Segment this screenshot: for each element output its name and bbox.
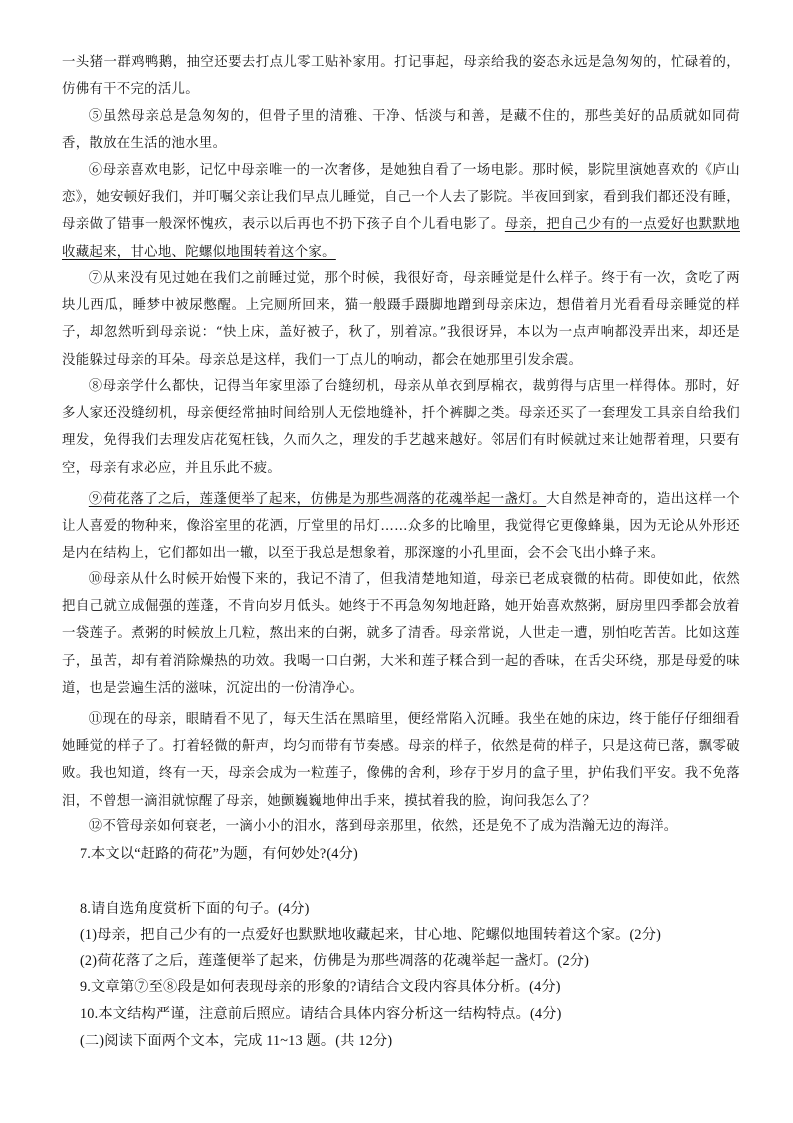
underlined-sentence-2: ⑨荷花落了之后，莲蓬便举了起来，仿佛是为那些凋落的花魂举起一盏灯。 <box>88 492 547 507</box>
question-9: 9.文章第⑦至⑧段是如何表现母亲的形象的?请结合文段内容具体分析。(4分) <box>80 979 561 995</box>
paragraph-continued: 一头猪一群鸡鸭鹅，抽空还要去打点儿零工贴补家用。打记事起，母亲给我的姿态永远是急匆匆的，忙碌着的，仿佛有干不完的活儿。 <box>62 55 740 98</box>
paragraph-7: ⑦从来没有见过她在我们之前睡过觉，那个时候，我很好奇，母亲睡觉是什么样子。终于有一次，贪吃了两块儿西瓜，睡梦中被尿憋醒。上完厕所回来，猫一般蹑手蹑脚地蹭到母亲床边，想借着月光看看母亲睡觉的样子，却忽然听到母亲说：“快上床，盖好被子，秋了，别着凉。”我很讶异，本以为一点声响都没弄出来，却还是没能躲过母亲的耳朵。母亲总是这样，我们一丁点儿的响动，都会在她那里引发余震。 <box>62 271 740 368</box>
question-8: 8.请自选角度赏析下面的句子。(4分) <box>80 901 310 917</box>
paragraph-6 <box>62 157 740 266</box>
question-8-item-2: (2)荷花落了之后，莲蓬便举了起来，仿佛是为那些凋落的花魂举起一盏灯。(2分) <box>80 953 590 969</box>
paragraph-11: ⑪现在的母亲，眼睛看不见了，每天生活在黑暗里，便经常陷入沉睡。我坐在她的床边，终于能仔仔细细看她睡觉的样子了。打着轻微的鼾声，均匀而带有节奏感。母亲的样子，依然是荷的样子，只是这荷已落，飘零破败。我也知道，终有一天，母亲会成为一粒莲子，像佛的舍利，珍存于岁月的盒子里，护佑我们平安。我不免落泪，不曾想一滴泪就惊醒了母亲，她颤巍巍地伸出手来，摸拭着我的脸，询问我怎么了？ <box>62 712 740 809</box>
paragraph-9 <box>62 486 740 568</box>
paragraph-10: ⑩母亲从什么时候开始慢下来的，我记不清了，但我清楚地知道，母亲已老成衰微的枯荷。即使如此，依然把自己就立成倔强的莲蓬，不肯向岁月低头。她终于不再急匆匆地赶路，她开始喜欢熬粥，厨房里四季都会放着一袋莲子。煮粥的时候放上几粒，熬出来的白粥，就多了清香。母亲常说，人世走一遭，别怕吃苦苦。比如这莲子，虽苦，却有着消除燥热的功效。我喝一口白粥，大米和莲子糅合到一起的香味，在舌尖环绕，那是母爱的味道，也是尝遍生活的滋味，沉淀出的一份清净心。 <box>62 572 740 696</box>
question-8-item-1: (1)母亲，把自己少有的一点爱好也默默地收藏起来，甘心地、陀螺似地围转着这个家。(2分) <box>80 927 662 943</box>
paragraph-12: ⑫不管母亲如何衰老，一滴小小的泪水，落到母亲那里，依然，还是免不了成为浩瀚无边的海洋。 <box>88 819 678 834</box>
paragraph-6-text: ⑥母亲喜欢电影，记忆中母亲唯一的一次奢侈，是她独自看了一场电影。那时候，影院里演她喜欢的《庐山恋》，她安顿好我们，并叮嘱父亲让我们早点儿睡觉，自己一个人去了影院。半夜回到家，看到我们都还没有睡，母亲做了错事一般深怀愧疚，表示以后再也不扔下孩子自个儿看电影了。 <box>62 163 740 233</box>
underlined-sentence-1: 母亲，把自己少有的一点爱好也默默地收藏起来，甘心地、陀螺似地围转着这个家。 <box>62 217 740 260</box>
paragraph-5: ⑤虽然母亲总是急匆匆的，但骨子里的清雅、干净、恬淡与和善，是藏不住的，那些美好的品质就如同荷香，散放在生活的池水里。 <box>62 109 740 152</box>
question-10: 10.本文结构严谨，注意前后照应。请结合具体内容分析这一结构特点。(4分) <box>80 1006 562 1022</box>
question-7: 7.本文以“赶路的荷花”为题，有何妙处?(4分) <box>80 846 358 862</box>
section-2-heading: (二)阅读下面两个文本，完成 11~13 题。(共 12分) <box>80 1033 393 1049</box>
paragraph-8: ⑧母亲学什么都快，记得当年家里添了台缝纫机，母亲从单衣到厚棉衣，裁剪得与店里一样得体。那时，好多人家还没缝纫机，母亲便经常抽时间给别人无偿地缝补，扦个裤脚之类。母亲还买了一套理发工具亲自给我们理发，免得我们去理发店花冤枉钱，久而久之，理发的手艺越来越好。邻居们有时候就过来让她帮着理，只要有空，母亲有求必应，并且乐此不疲。 <box>62 379 740 476</box>
paragraph-9-text: 大自然是神奇的，造出这样一个让人喜爱的物种来，像浴室里的花洒，厅堂里的吊灯……众多的比喻里，我觉得它更像蜂巢，因为无论从外形还是内在结构上，它们都如出一辙，以至于我总是想象着，那深邃的小孔里面，会不会飞出小蜂子来。 <box>62 492 740 562</box>
